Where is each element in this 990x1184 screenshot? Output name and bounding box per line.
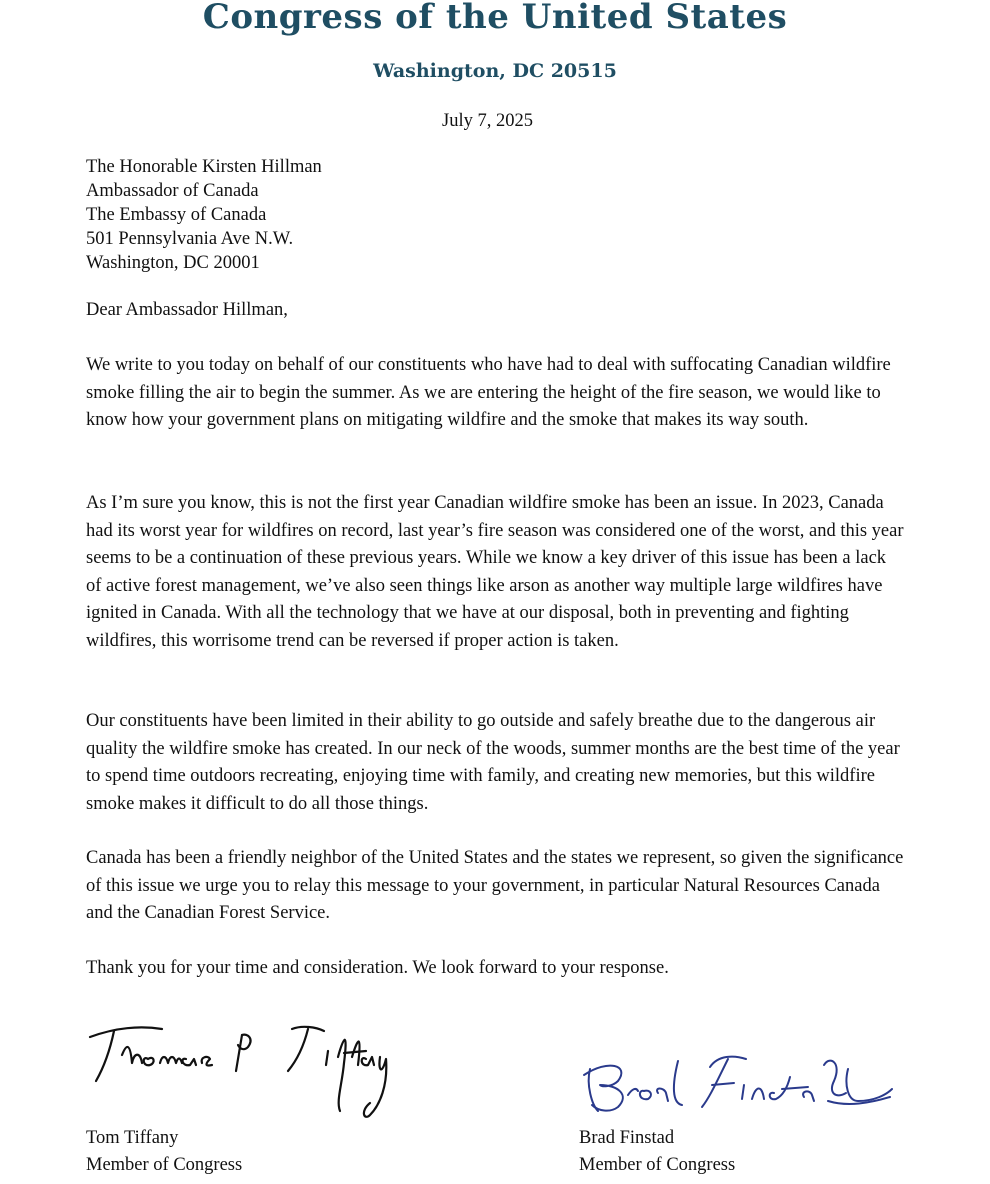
- recipient-address: [86, 155, 322, 275]
- signatory-title: Member of Congress: [579, 1155, 736, 1175]
- letterhead-title: Congress of the United States: [202, 0, 788, 37]
- letter-date: July 7, 2025: [442, 111, 533, 131]
- letterhead-location: Washington, DC 20515: [373, 60, 617, 82]
- recipient-line: Washington, DC 20001: [86, 253, 260, 273]
- salutation: Dear Ambassador Hillman,: [86, 300, 288, 320]
- signatory-name: Tom Tiffany: [86, 1128, 179, 1148]
- body-paragraph: Canada has been a friendly neighbor of the United States and the states we represent, so given the significance of this issue we urge you to relay this message to your government, in particular Natural Resources Canada and the Canadian Forest Service.: [86, 848, 904, 923]
- signatory-title: Member of Congress: [86, 1155, 243, 1175]
- recipient-line: The Honorable Kirsten Hillman: [86, 157, 322, 177]
- recipient-line: Ambassador of Canada: [86, 181, 259, 201]
- body-paragraph: Thank you for your time and consideration. We look forward to your response.: [86, 958, 669, 978]
- body-paragraph: Our constituents have been limited in their ability to go outside and safely breathe due to the dangerous air quality the wildfire smoke has created. In our neck of the woods, summer months are the best time of the year to spend time outdoors recreating, enjoying time with family, and creating new memories, but this wildfire smoke makes it difficult to do all those things.: [86, 711, 900, 814]
- signatory-name: Brad Finstad: [579, 1128, 675, 1148]
- signature-tom-tiffany: [82, 1015, 392, 1125]
- body-paragraph: As I’m sure you know, this is not the first year Canadian wildfire smoke has been an issue. In 2023, Canada had its worst year for wildfires on record, last year’s fire season was considered one of the worst, and this year seems to be a continuation of these previous years. While we know a key driver of this issue has been a lack of active forest management, we’ve also seen things like arson as another way multiple large wildfires have ignited in Canada. With all the technology that we have at our disposal, both in preventing and fighting wildfires, this worrisome trend can be reversed if proper action is taken.: [86, 493, 904, 651]
- recipient-line: The Embassy of Canada: [86, 205, 267, 225]
- signature-brad-finstad: [578, 1045, 898, 1125]
- body-paragraph: We write to you today on behalf of our constituents who have had to deal with suffocating Canadian wildfire smoke filling the air to begin the summer. As we are entering the height of the fire season, we would like to know how your government plans on mitigating wildfire and the smoke that makes its way south.: [86, 355, 891, 430]
- recipient-line: 501 Pennsylvania Ave N.W.: [86, 229, 294, 249]
